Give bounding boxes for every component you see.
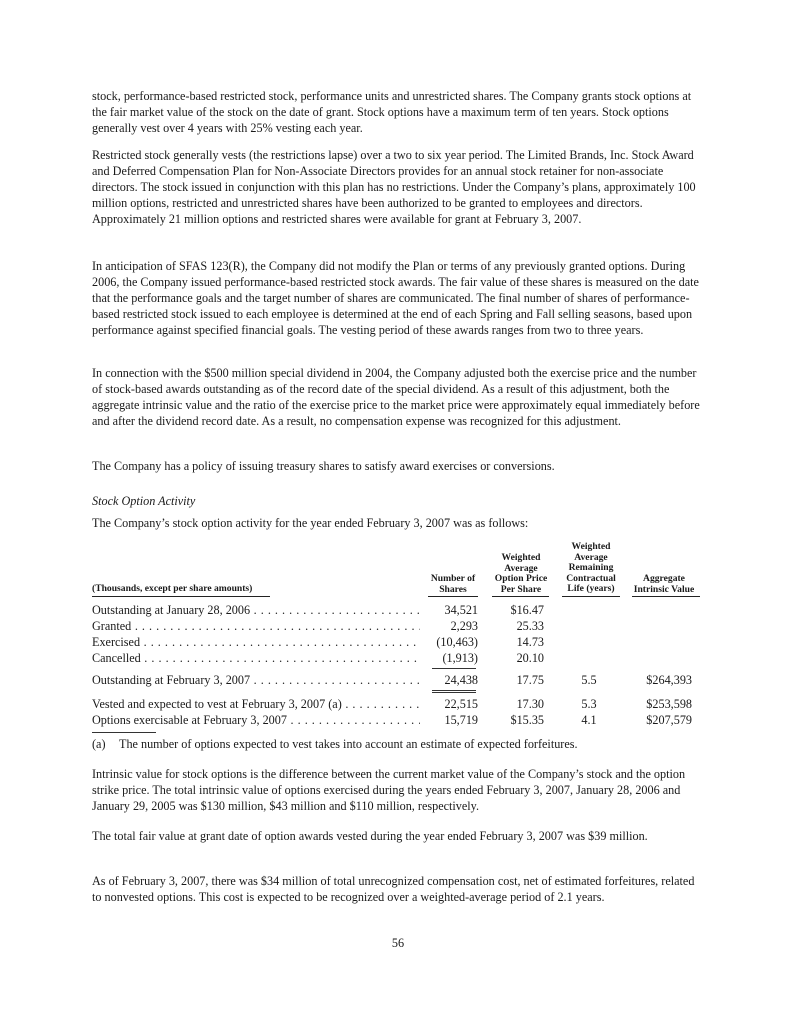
table-row <box>92 634 704 650</box>
header-text: Average <box>574 551 608 563</box>
table-header-intrinsic-value <box>628 574 700 595</box>
cell-shares: 24,438 <box>444 673 478 687</box>
cell-intrinsic-value: $264,393 <box>646 673 692 687</box>
header-text: Number of <box>430 573 476 584</box>
header-text: Average <box>504 562 538 574</box>
header-text: Life (years) <box>567 583 615 594</box>
paragraph-intrinsic-value: Intrinsic value for stock options is the difference between the current market value of the Company’s stock and the option strike price. The total intrinsic value of options exercised during the years ended February 3, 2007, January 28, 2006 and January 29, 2005 was $130 million, $43 million and $110 million, respectively. <box>92 767 686 813</box>
header-text: Shares <box>439 583 467 595</box>
header-text: Option Price <box>494 573 548 584</box>
cell-life: 4.1 <box>581 713 597 727</box>
paragraph-stock-types: stock, performance-based restricted stock, performance units and unrestricted shares. The Company grants stock options at the fair market value of the stock on the date of grant. Stock options have a maximum term of ten years. Stock options generally vest over 4 years with 25% vesting each year. <box>92 89 692 135</box>
paragraph-restricted-stock: Restricted stock generally vests (the restrictions lapse) over a two to six year period. The Limited Brands, Inc. Stock Award and Deferred Compensation Plan for Non-Associate Directors provides for an annual stock retainer for non-associate directors. The stock issued in conjunction with this plan has no restrictions. Under the Company’s plans, approximately 100 million options, restricted and unrestricted shares have been authorized to be granted to employees and directors. Approximately 21 million options and restricted shares were available for grant at February 3, 2007. <box>92 148 696 226</box>
header-text: Intrinsic Value <box>633 583 695 595</box>
table-row <box>92 650 704 666</box>
header-text: Aggregate <box>643 573 685 584</box>
cell-shares: 22,515 <box>444 697 478 711</box>
row-label: Cancelled . . . <box>92 650 420 666</box>
header-text: Weighted <box>501 552 541 563</box>
paragraph-treasury-shares: The Company has a policy of issuing treasury shares to satisfy award exercises or conversions. <box>92 459 555 473</box>
cell-price: 17.75 <box>516 673 544 687</box>
cell-life: 5.3 <box>581 697 597 711</box>
table-row <box>92 618 704 634</box>
section-heading: Stock Option Activity <box>92 494 196 508</box>
footnote-rule <box>92 732 156 733</box>
row-label: Granted . . . <box>92 618 420 634</box>
cell-intrinsic-value: $207,579 <box>646 713 692 727</box>
footnote <box>92 736 704 752</box>
footnote-text: The number of options expected to vest takes into account an estimate of expected forfeitures. <box>119 737 578 751</box>
table-row <box>92 672 704 688</box>
cell-price: 20.10 <box>516 651 544 665</box>
cell-shares: (10,463) <box>436 635 478 649</box>
cell-price: 17.30 <box>516 697 544 711</box>
cell-price: 14.73 <box>516 635 544 649</box>
cell-shares: 15,719 <box>444 713 478 727</box>
cell-life: 5.5 <box>581 673 597 687</box>
page-number: 56 <box>391 936 405 950</box>
cell-intrinsic-value: $253,598 <box>646 697 692 711</box>
table-row <box>92 696 704 712</box>
row-label: Options exercisable at February 3, 2007 . . . <box>92 712 420 728</box>
table-header-life <box>558 542 624 595</box>
row-label: Outstanding at February 3, 2007 . . . <box>92 672 420 688</box>
header-underline <box>562 596 620 597</box>
row-label: Outstanding at January 28, 2006 . . . <box>92 602 420 618</box>
cell-shares: 2,293 <box>450 619 478 633</box>
header-text: (Thousands, except per share amounts) <box>92 583 253 594</box>
header-underline <box>428 596 478 597</box>
footnote-marker: (a) <box>92 737 106 751</box>
paragraph-fair-value: The total fair value at grant date of option awards vested during the year ended February 3, 2007 was $39 million. <box>92 829 648 843</box>
header-underline <box>92 596 270 597</box>
row-label: Vested and expected to vest at February 3, 2007 (a) . . . <box>92 696 420 712</box>
subtotal-rule <box>432 668 476 669</box>
table-row <box>92 602 704 618</box>
paragraph-special-dividend: In connection with the $500 million special dividend in 2004, the Company adjusted both the exercise price and the number of stock-based awards outstanding as of the record date of the special dividend. As a result of this adjustment, both the aggregate intrinsic value and the ratio of the exercise price to the market price were approximately equal immediately before and after the dividend record date. As a result, no compensation expense was recognized for this adjustment. <box>92 366 700 428</box>
header-text: Weighted <box>571 541 611 552</box>
row-label: Exercised . . . <box>92 634 420 650</box>
table-header-label <box>92 584 252 595</box>
section-intro: The Company’s stock option activity for the year ended February 3, 2007 was as follows: <box>92 516 529 530</box>
cell-price: $16.47 <box>510 603 544 617</box>
header-text: Remaining <box>568 562 614 573</box>
paragraph-unrecognized-cost: As of February 3, 2007, there was $34 million of total unrecognized compensation cost, net of estimated forfeitures, related to nonvested options. This cost is expected to be recognized over a weighted-average period of 2.1 years. <box>92 874 695 904</box>
table-row <box>92 712 704 728</box>
cell-shares: (1,913) <box>442 651 478 665</box>
total-double-rule <box>432 690 476 693</box>
header-underline <box>632 596 700 597</box>
table-header-price <box>488 553 554 595</box>
header-underline <box>492 596 549 597</box>
cell-price: 25.33 <box>516 619 544 633</box>
header-text: Per Share <box>500 583 542 595</box>
cell-price: $15.35 <box>510 713 544 727</box>
table-header-shares <box>424 574 482 595</box>
cell-shares: 34,521 <box>444 603 478 617</box>
header-text: Contractual <box>566 572 616 584</box>
paragraph-sfas: In anticipation of SFAS 123(R), the Company did not modify the Plan or terms of any previously granted options. During 2006, the Company issued performance-based restricted stock awards. The fair value of these shares is measured on the date that the performance goals and the target number of shares are communicated. The final number of shares of performance-based restricted stock issued to each employee is determined at the end of each Spring and Fall selling seasons, based upon performance against specified financial goals. The vesting period of these awards ranges from two to three years. <box>92 259 699 337</box>
